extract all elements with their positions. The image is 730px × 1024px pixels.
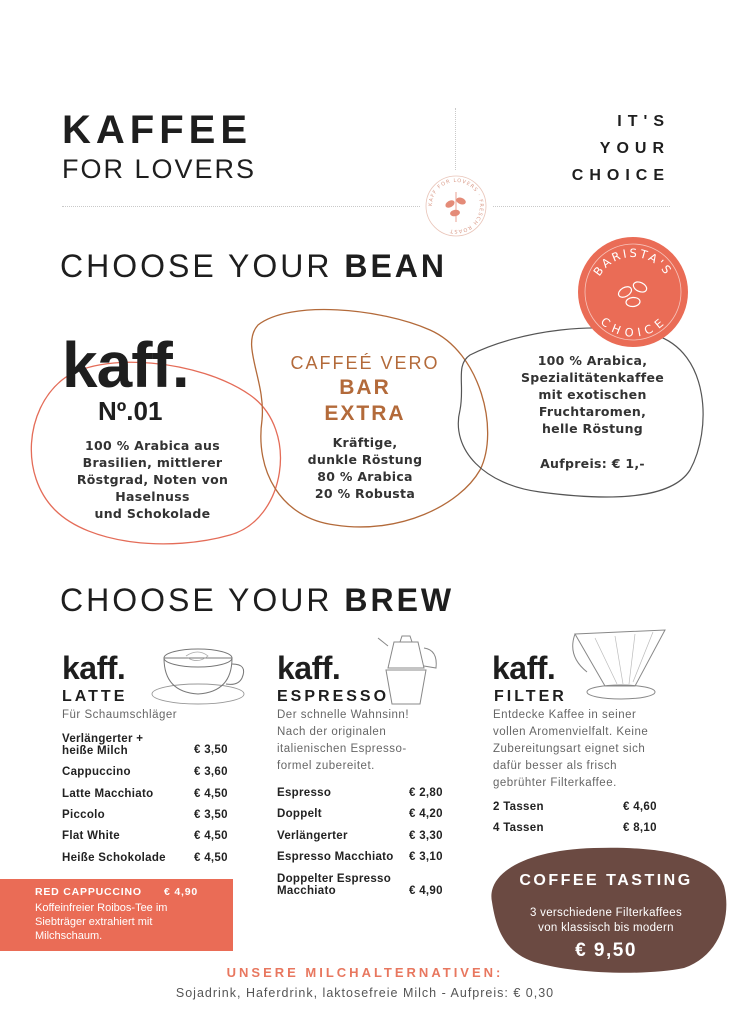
espresso-logo: kaff. <box>277 650 341 686</box>
kaff01-desc-line: 100 % Arabica aus <box>85 438 220 453</box>
espresso-title: ESPRESSO <box>277 688 390 705</box>
filter-sub-line: Zubereitungsart eignet sich <box>493 743 646 755</box>
menu-item-name: 2 Tassen <box>493 801 544 813</box>
latte-logo: kaff. <box>62 650 126 686</box>
latte-subtitle: Für Schaumschläger <box>62 709 178 721</box>
slogan-line-2: YOUR <box>599 140 670 157</box>
red-cappuccino-title: RED CAPPUCCINO <box>35 886 142 898</box>
title-kaffee: KAFFEE <box>62 108 252 152</box>
kaff01-desc-line: Röstgrad, Noten von <box>76 472 229 487</box>
menu-item-name: Doppelt <box>277 808 322 820</box>
red-cappuccino-price: € 4,90 <box>164 886 198 898</box>
milk-alternatives-title: UNSERE MILCHALTERNATIVEN: <box>226 965 504 980</box>
latte-title: LATTE <box>62 688 128 705</box>
filter-logo: kaff. <box>492 650 556 686</box>
kaff01-number: Nº.01 <box>98 396 163 426</box>
espresso-item-verlaengerter <box>277 830 452 846</box>
espresso-subtitle <box>277 707 452 775</box>
menu-item-price: € 4,50 <box>194 830 228 842</box>
vero-desc-line: dunkle Röstung <box>307 452 423 467</box>
barista-desc-line: Spezialitätenkaffee <box>520 370 665 385</box>
vero-description <box>270 434 460 502</box>
menu-item-name-line: Verlängerter + <box>62 733 144 745</box>
section-brew-bold: BREW <box>344 582 455 618</box>
latte-item-verlaengerter <box>62 733 234 761</box>
coffee-tasting-title: COFFEE TASTING <box>519 872 693 889</box>
latte-item-piccolo <box>62 809 234 825</box>
latte-item-flat-white <box>62 830 234 846</box>
menu-item-name <box>62 733 143 757</box>
espresso-sub-line: Der schnelle Wahnsinn! <box>277 709 410 721</box>
red-cappuccino-description <box>35 901 167 943</box>
section-bean-light: CHOOSE YOUR <box>60 248 333 284</box>
red-cappuccino-desc-line: Milchschaum. <box>35 930 103 942</box>
menu-item-name: Flat White <box>62 830 120 842</box>
vero-desc-line: Kräftige, <box>332 435 398 450</box>
kaff01-desc-line: Brasilien, mittlerer <box>82 455 223 470</box>
menu-item-price: € 3,30 <box>409 830 443 842</box>
vero-bar: BAR <box>339 376 391 399</box>
kaff01-logo: kaff. <box>62 329 189 401</box>
coffee-cup-icon <box>150 644 250 706</box>
filter-dripper-illustration <box>565 626 675 711</box>
menu-item-name: Espresso <box>277 787 332 799</box>
menu-item-name: Piccolo <box>62 809 106 821</box>
kaff01-desc-line: und Schokolade <box>94 506 211 521</box>
espresso-item-espresso <box>277 787 452 803</box>
section-brew-title <box>60 582 454 619</box>
menu-item-price: € 4,60 <box>623 801 657 813</box>
slogan-line-1: IT'S <box>617 113 670 130</box>
menu-item-price: € 4,20 <box>409 808 443 820</box>
barista-badge-graphic <box>578 237 688 347</box>
menu-item-name <box>277 873 391 897</box>
menu-item-price: € 3,60 <box>194 766 228 778</box>
vero-desc-line: 80 % Arabica <box>317 469 413 484</box>
barista-badge-bottom: CHOICE <box>597 314 669 340</box>
filter-item-4-tassen <box>493 822 668 838</box>
vero-name: CAFFEÉ VERO <box>290 353 440 373</box>
barista-surcharge: Aufpreis: € 1,- <box>540 456 645 471</box>
barista-desc-line: Fruchtaromen, <box>538 404 647 419</box>
espresso-item-doppelter-macchiato <box>277 873 452 901</box>
milk-alternatives-text: Sojadrink, Haferdrink, laktosefreie Milch - Aufpreis: € 0,30 <box>175 986 555 1000</box>
menu-item-name: Verlängerter <box>277 830 348 842</box>
espresso-item-espresso-macchiato <box>277 851 452 867</box>
pour-over-dripper-icon <box>565 626 675 706</box>
title-for-lovers: FOR LOVERS <box>62 154 257 184</box>
kaff01-description <box>50 437 255 522</box>
filter-title: FILTER <box>494 688 567 705</box>
filter-sub-line: dafür besser als frisch <box>493 760 617 772</box>
red-cappuccino-desc-line: Koffeinfreier Roibos-Tee im <box>35 902 168 914</box>
espresso-sub-line: italienischen Espresso- <box>277 743 407 755</box>
coffee-tasting-desc-line: von klassisch bis modern <box>538 922 674 934</box>
menu-item-price: € 3,10 <box>409 851 443 863</box>
latte-item-cappuccino <box>62 766 234 782</box>
filter-sub-line: gebrühter Filterkaffee. <box>493 777 617 789</box>
barista-desc-line: mit exotischen <box>538 387 647 402</box>
menu-item-name: Latte Macchiato <box>62 788 154 800</box>
red-cappuccino-desc-line: Siebträger extrahiert mit <box>35 916 153 928</box>
red-cappuccino-box <box>0 879 233 951</box>
seal-text: KAFF FOR LOVERS · FRESCH ROAST <box>427 177 485 235</box>
espresso-item-doppelt <box>277 808 452 824</box>
menu-item-name: Heiße Schokolade <box>62 852 166 864</box>
menu-item-price: € 8,10 <box>623 822 657 834</box>
coffee-tasting-price: € 9,50 <box>575 940 637 961</box>
latte-item-heisse-schokolade <box>62 852 234 868</box>
filter-sub-line: Entdecke Kaffee in seiner <box>493 709 637 721</box>
menu-item-price: € 4,50 <box>194 852 228 864</box>
slogan-line-3: CHOICE <box>571 167 670 184</box>
menu-item-name-line: heiße Milch <box>62 745 128 757</box>
coffee-tasting <box>492 872 720 962</box>
menu-item-price: € 3,50 <box>194 809 228 821</box>
barista-badge-top: BARISTA'S <box>590 245 676 279</box>
menu-item-price: € 2,80 <box>409 787 443 799</box>
espresso-sub-line: formel zubereitet. <box>277 760 375 772</box>
kaff01-desc-line: Haselnuss <box>115 489 190 504</box>
filter-subtitle <box>493 707 683 792</box>
barista-desc-line: 100 % Arabica, <box>537 353 648 368</box>
vero-desc-line: 20 % Robusta <box>314 486 416 501</box>
espresso-sub-line: Nach der originalen <box>277 726 387 738</box>
coffee-tasting-desc-line: 3 verschiedene Filterkaffees <box>529 907 682 919</box>
menu-item-name-line: Doppelter Espresso <box>277 873 392 885</box>
barista-badge <box>578 237 688 347</box>
filter-item-2-tassen <box>493 801 668 817</box>
section-brew-light: CHOOSE YOUR <box>60 582 333 618</box>
menu-item-price: € 4,50 <box>194 788 228 800</box>
coffee-tasting-desc <box>492 906 720 936</box>
barista-description <box>495 352 690 472</box>
barista-desc-line: helle Röstung <box>541 421 644 436</box>
menu-item-price: € 3,50 <box>194 744 228 756</box>
filter-sub-line: vollen Aromenvielfalt. Keine <box>493 726 649 738</box>
latte-item-latte-macchiato <box>62 788 234 804</box>
vero-extra: EXTRA <box>324 402 406 425</box>
menu-item-name: Espresso Macchiato <box>277 851 394 863</box>
menu-item-name: Cappuccino <box>62 766 131 778</box>
menu-item-name-line: Macchiato <box>277 885 336 897</box>
latte-cup-illustration <box>150 644 250 711</box>
menu-item-price: € 4,90 <box>409 885 443 897</box>
section-bean-bold: BEAN <box>344 248 448 284</box>
menu-item-name: 4 Tassen <box>493 822 544 834</box>
